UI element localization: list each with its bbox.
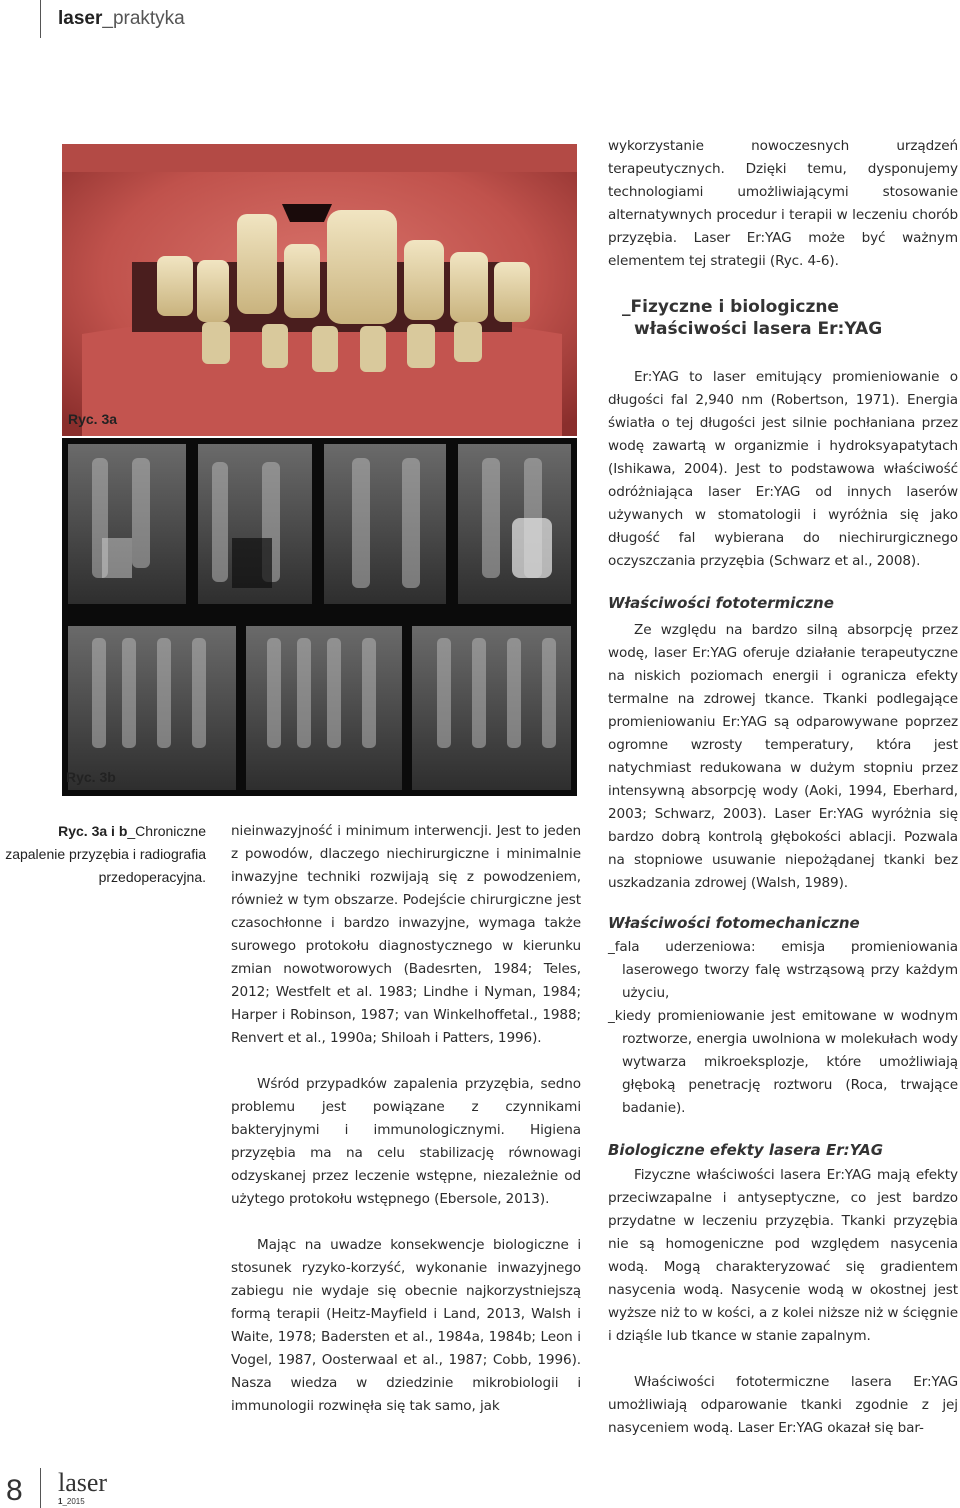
right-column-biological [608,1164,958,1440]
subheading-biological: Biologiczne efekty lasera Er:YAG [608,1141,884,1159]
subheading-photomechanical: Właściwości fotomechaniczne [608,914,860,932]
figure-label-3b: Ryc. 3b [66,769,116,785]
section-heading: _Fizyczne i biologiczne właściwości lasera Er:YAG [622,297,883,339]
footer-magazine: laser [58,1468,108,1497]
paragraph: Fizyczne właściwości lasera Er:YAG mają efekty przeciwzapalne i antyseptyczne, co jest bardzo przydatne w leczeniu przyzębia. Tkanki przyzębia nie są homogeniczne pod względem nasycenia wodą. Mogą charakteryzować się gradientem nasycenia wodą. Nasycenie wodą w okostnej jest wyższe niż to w kości, a z kolei niższe niż w ścięgnie i dziąśle lub tkance w stanie zapalnym. [608,1167,958,1344]
paragraph: wykorzystanie nowoczesnych urządzeń terapeutycznych. Dzięki temu, dysponujemy technologiami umożliwiającymi stosowanie alternatywnych procedur i terapii w leczeniu chorób przyzębia. Laser Er:YAG może być ważnym elementem tej strategii (Ryc. 4-6). [608,138,958,269]
running-header: laser_praktyka [58,8,185,29]
right-column-thermal [608,619,958,895]
header-rule [40,0,41,38]
paragraph: Ze względu na bardzo silną absorpcję przez wodę, laser Er:YAG oferuje działanie terapeutyczne na niskich poziomach energii i ogranicza efekty termalne na zdrowej tkance. Tkanki podlegające promieniowaniu Er:YAG są odparowywane poprzez ogromne wzrosty temperatury, która jest natychmiast redukowana w dużym stopniu przez intensywną absorpcję wody (Aoki, 1994, Eberhard, 2003; Schwarz, 2003). Laser Er:YAG wyróżnia się bardzo dobrą kontrolą głębokości ablacji. Pozwala na stopniowe usuwanie niepożądanej tkanki bez uszkadzania zdrowej (Walsh, 1989). [608,622,958,891]
radiograph-montage [62,438,577,796]
paragraph: nieinwazyjność i minimum interwencji. Jest to jeden z powodów, dlaczego niechirurgiczne i minimalnie inwazyjne techniki rozwijają się z powodzeniem, również w tym obszarze. Podejście chirurgiczne jest czasochłonne i bardzo inwazyjne, wymaga także surowego protokołu diagnostycznego w kierunku zmian nowotworowych (Badesrten, 1984; Teles, 2012; Westfelt et al. 1983; Lindhe i Nyman, 1984; Harper i Robinson, 1987; van Winkelhoffetal., 1988; Renvert et al., 1990a; Shiloah i Patters, 1996). [231,823,581,1046]
paragraph: Wśród przypadków zapalenia przyzębia, sedno problemu jest powiązane z czynnikami bakteryjnymi i immunologicznymi. Higiena przyzębia ma na celu stabilizację równowagi odzyskanej przez leczenie wstępne, niezależnie od użytego protokołu wstępnego (Ebersole, 2013). [231,1076,581,1207]
subheading-photothermal: Właściwości fototermiczne [608,594,834,612]
figure-caption: Ryc. 3a i b_Chroniczne zapalenie przyzębia i radiografia przedoperacyjna. [5,823,206,885]
right-column-mechanical [608,936,958,1120]
right-column-intro [608,135,958,273]
paragraph: Mając na uwadze konsekwencje biologiczne i stosunek ryzyko-korzyść, wykonanie inwazyjnego zabiegu nie wydaje się obecnie najkorzystniejszą formą terapii (Heitz-Mayfield i Land, 2013, Walsh i Waite, 1978; Badersten et al., 1984a, 1984b; Leon i Vogel, 1987, Oosterwaal et al., 1987; Cobb, 1996). Nasza wiedza w dziedzinie mikrobiologii i immunologii rozwinęła się tak samo, jak [231,1237,581,1414]
list-item: _kiedy promieniowanie jest emitowane w wodnym roztworze, energia uwolniona w molekułach wody wytwarza mikroeksplozje, które umożliwiają głęboką penetrację roztworu (Roca, trwające badanie). [608,1008,958,1116]
list-item: _fala uderzeniowa: emisja promieniowania laserowego tworzy falę wstrząsową przy każdym użyciu, [608,939,958,1001]
page-number: 8 [6,1474,23,1507]
middle-column [231,820,581,1418]
paragraph: Er:YAG to laser emitujący promieniowanie o długości fal 2,940 nm (Robertson, 1971). Energia światła o tej długości jest silnie pochłaniana przez wodę zawartą w organizmie i hydroksyapatytach (Ishikawa, 2004). Jest to podstawowa właściwość odróżniająca laser Er:YAG od innych laserów używanych w stomatologii i wyróżnia się jako długość fal wybierana do niechirurgicznego oczyszczania przyzębia (Schwarz et al., 2008). [608,369,958,569]
footer-rule [40,1468,41,1508]
clinical-photo [62,144,577,436]
figure-label-3a: Ryc. 3a [68,411,118,427]
paragraph: Właściwości fototermiczne lasera Er:YAG umożliwiają odparowanie tkanki zgodnie z jej nasyceniem wodą. Laser Er:YAG okazał się bar- [608,1374,958,1436]
footer-issue: 1_2015 [58,1497,85,1506]
right-column-physical [608,366,958,573]
